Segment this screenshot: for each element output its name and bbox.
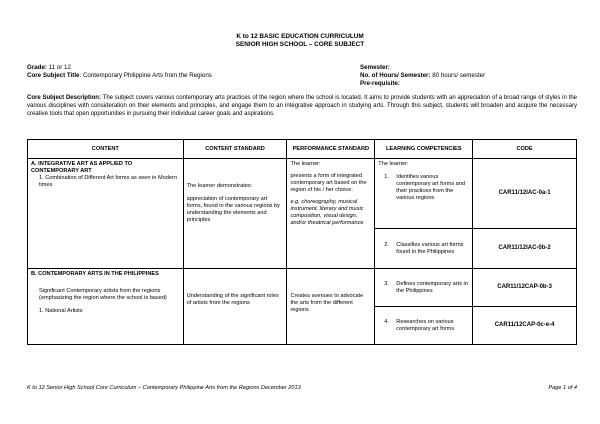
lc-4 — [375, 307, 473, 345]
lc-3-number: 3. — [384, 280, 389, 287]
hours-label: No. of Hours/ Semester: — [360, 72, 431, 79]
lc-intro: The learner: — [378, 161, 409, 167]
lc-2-number: 2. — [384, 241, 389, 248]
lc-1-number: 1. — [384, 174, 389, 180]
table-row — [28, 269, 577, 307]
code-3: CAR11/12CAP-0b-3 — [473, 269, 577, 307]
header-code: CODE — [473, 140, 577, 159]
subject-description — [27, 94, 577, 118]
cs-text: appreciation of contemporary art forms, found in the various regions by understanding the elements and principles — [186, 196, 280, 223]
ps-examples: e.g. choreography, musical instrument, literary and music composition, visual design, and/or theatrical performance — [290, 199, 364, 226]
section-b-content-standard — [183, 269, 287, 345]
curriculum-table — [27, 139, 577, 345]
title-label: Core Subject Title — [27, 72, 80, 79]
title-value: : Contemporary Philippine Arts from the Regions — [79, 72, 212, 79]
section-a-content — [28, 159, 184, 269]
document-header — [0, 33, 600, 49]
meta-left — [27, 64, 212, 80]
lc-3 — [375, 269, 473, 307]
lc-1-text: Identifies various contemporary art forms and their practices from the various regions — [396, 174, 466, 201]
lc-3-text: Defines contemporary arts in the Philippines — [396, 280, 468, 294]
code-1: CAR11/12IAC-0a-1 — [473, 159, 577, 229]
ps-text: presents a form of integrated contemporary art based on the region of his / her choice. — [290, 173, 367, 193]
lc-4-number: 4. — [384, 318, 389, 325]
description-label: Core Subject Description: — [27, 95, 101, 101]
meta-right — [360, 64, 485, 88]
footer-left: K to 12 Senior High School Core Curriculum – Contemporary Philippine Arts from the Regions December 2013 — [27, 385, 301, 391]
section-a-title: A. INTEGRATIVE ART AS APPLIED TO CONTEMPORARY ART — [31, 161, 133, 174]
header-content-standard: CONTENT STANDARD — [183, 140, 287, 159]
header-line-1: K to 12 BASIC EDUCATION CURRICULUM — [236, 33, 364, 40]
hours-value: 80 hours/ semester — [432, 72, 486, 79]
prereq-label: Pre-requisite: — [360, 80, 400, 87]
section-b-content — [28, 269, 184, 345]
semester-label: Semester: — [360, 64, 390, 71]
header-performance-standard: PERFORMANCE STANDARD — [287, 140, 375, 159]
ps-b-text: Creates avenues to advocate the arts from the different regions — [290, 293, 364, 313]
section-a-performance-standard — [287, 159, 375, 269]
section-a-item: 1. Combination of Different Art forms as seen in Modern times — [39, 175, 177, 188]
section-b-item: 1. National Artists — [39, 308, 83, 314]
section-b-title: B. CONTEMPORARY ARTS IN THE PHILIPPINES — [31, 271, 159, 277]
cs-b-text: Understanding of the significant roles of artists from the regions — [186, 293, 279, 306]
code-2: CAR11/12IAC-0b-2 — [473, 229, 577, 269]
page-number: Page 1 of 4 — [548, 385, 577, 391]
grade-label: Grade: — [27, 64, 47, 71]
code-4: CAR11/12CAP-0c-e-4 — [473, 307, 577, 345]
grade-value: 11 or 12 — [48, 64, 71, 71]
ps-intro: The learner: — [290, 161, 321, 167]
table-header-row — [28, 140, 577, 159]
page-footer — [27, 385, 577, 391]
section-b-text: Significant Contemporary artists from the regions (emphasizing the region where the school is based) — [39, 288, 167, 301]
header-content: CONTENT — [28, 140, 184, 159]
lc-4-text: Researches on various contemporary art forms — [396, 318, 455, 332]
lc-2 — [375, 229, 473, 269]
table-row — [28, 159, 577, 229]
cs-intro: The learner demonstrates: — [186, 183, 253, 189]
description-text: The subject covers various contemporary arts practices of the region where the school is located. It aims to provide students with an appreciation of a broad range of styles in the various disciplines with consideration on their elements and principles, and engage them to an integrative approach in studying arts. Through this subject, students will broaden and acquire the necessary creative tools that open opportunities in pursuing their individual career goals and aspirations. — [27, 95, 577, 117]
lc-2-text: Classifies various art forms found in the Philippines — [396, 241, 464, 255]
section-a-content-standard — [183, 159, 287, 269]
header-learning-competencies: LEARNING COMPETENCIES — [375, 140, 473, 159]
lc-1 — [375, 159, 473, 229]
header-line-2: SENIOR HIGH SCHOOL – CORE SUBJECT — [235, 41, 365, 48]
section-b-performance-standard — [287, 269, 375, 345]
